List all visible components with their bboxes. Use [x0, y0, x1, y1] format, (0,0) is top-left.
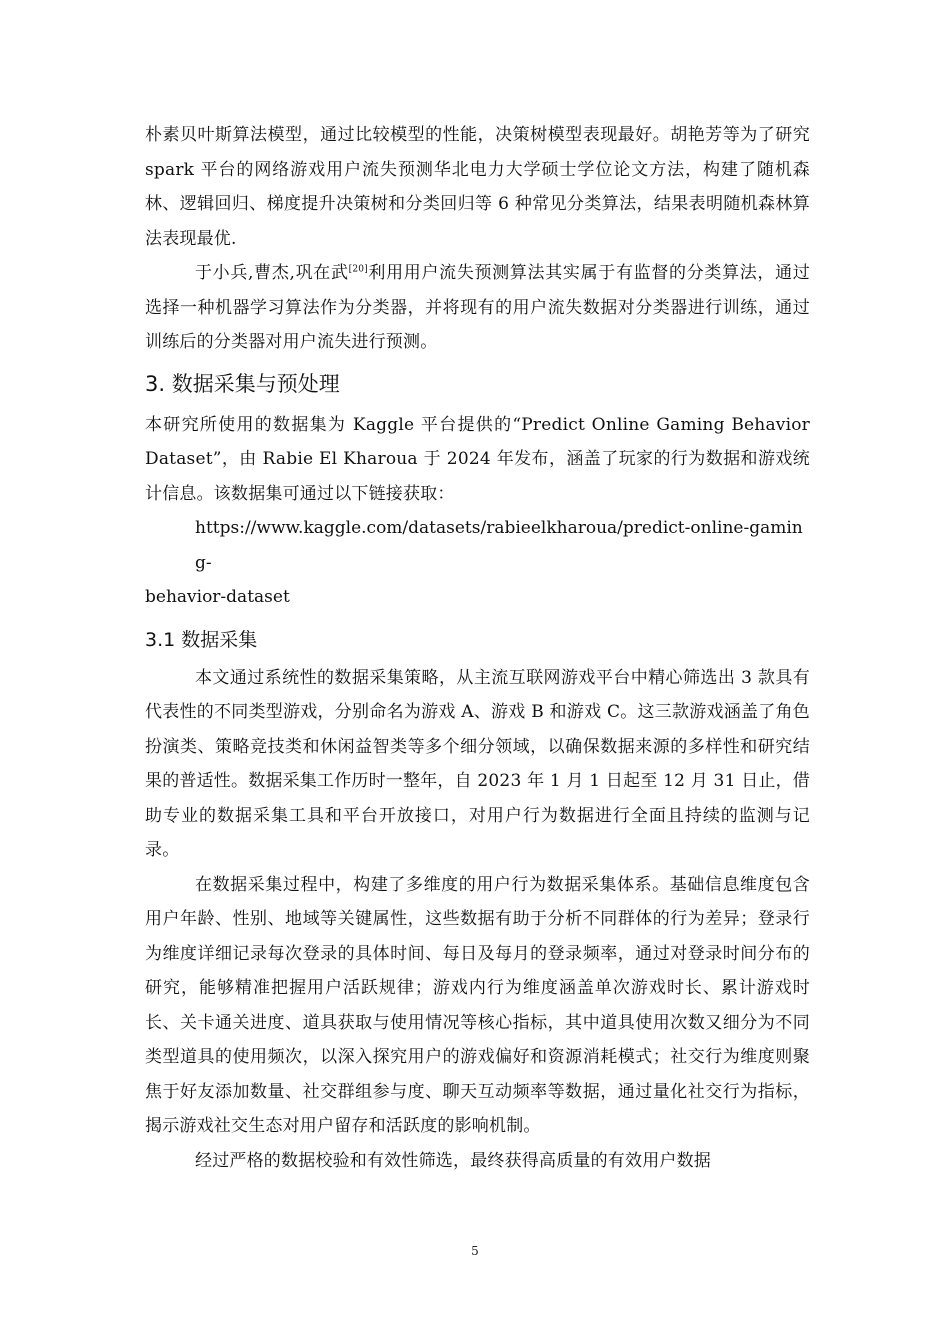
subsection-heading: 3.1 数据采集: [145, 628, 258, 651]
page-body: [145, 118, 810, 1178]
paragraph-validation: 经过严格的数据校验和有效性筛选，最终获得高质量的有效用户数据: [195, 1150, 711, 1171]
paragraph-text: 于小兵,曹杰,巩在武: [195, 263, 349, 283]
page-number: 5: [471, 1244, 479, 1258]
paragraph-text: 利用用户流失预测算法其实属于有监督的分类算法，通过选择一种机器学习算法作为分类器，并将现有的用户流失数据对分类器进行训练，通过训练后的分类器对用户流失进行预测。: [145, 263, 810, 352]
dataset-link-line2: behavior-dataset: [145, 587, 290, 607]
paragraph-continued: 朴素贝叶斯算法模型，通过比较模型的性能，决策树模型表现最好。胡艳芳等为了研究 spark 平台的网络游戏用户流失预测华北电力大学硕士学位论文方法，构建了随机森林、逻辑回归、梯度提升决策树和分类回归等 6 种常见分类算法，结果表明随机森林算法表现最优.: [145, 125, 810, 249]
paragraph-dataset-intro: 本研究所使用的数据集为 Kaggle 平台提供的“Predict Online Gaming Behavior Dataset”，由 Rabie El Kharoua 于 2024 年发布，涵盖了玩家的行为数据和游戏统计信息。该数据集可通过以下链接获取：: [145, 414, 810, 504]
paragraph-related-work: [145, 256, 810, 360]
paragraph-collection-dimensions: 在数据采集过程中，构建了多维度的用户行为数据采集体系。基础信息维度包含用户年龄、性别、地域等关键属性，这些数据有助于分析不同群体的行为差异；登录行为维度详细记录每次登录的具体时间、每日及每月的登录频率，通过对登录时间分布的研究，能够精准把握用户活跃规律；游戏内行为维度涵盖单次游戏时长、累计游戏时长、关卡通关进度、道具获取与使用情况等核心指标，其中道具使用次数又细分为不同类型道具的使用频次，以深入探究用户的游戏偏好和资源消耗模式；社交行为维度则聚焦于好友添加数量、社交群组参与度、聊天互动频率等数据，通过量化社交行为指标，揭示游戏社交生态对用户留存和活跃度的影响机制。: [145, 874, 810, 1136]
section-heading: 3. 数据采集与预处理: [145, 371, 340, 396]
dataset-link-line1: https://www.kaggle.com/datasets/rabieelkharoua/predict-online-gaming-: [195, 518, 803, 573]
citation-reference: [20]: [348, 264, 368, 275]
paragraph-collection-strategy: 本文通过系统性的数据采集策略，从主流互联网游戏平台中精心筛选出 3 款具有代表性的不同类型游戏，分别命名为游戏 A、游戏 B 和游戏 C。这三款游戏涵盖了角色扮演类、策略竞技类和休闲益智类等多个细分领域，以确保数据来源的多样性和研究结果的普适性。数据采集工作历时一整年，自 2023 年 1 月 1 日起至 12 月 31 日止，借助专业的数据采集工具和平台开放接口，对用户行为数据进行全面且持续的监测与记录。: [145, 667, 810, 860]
